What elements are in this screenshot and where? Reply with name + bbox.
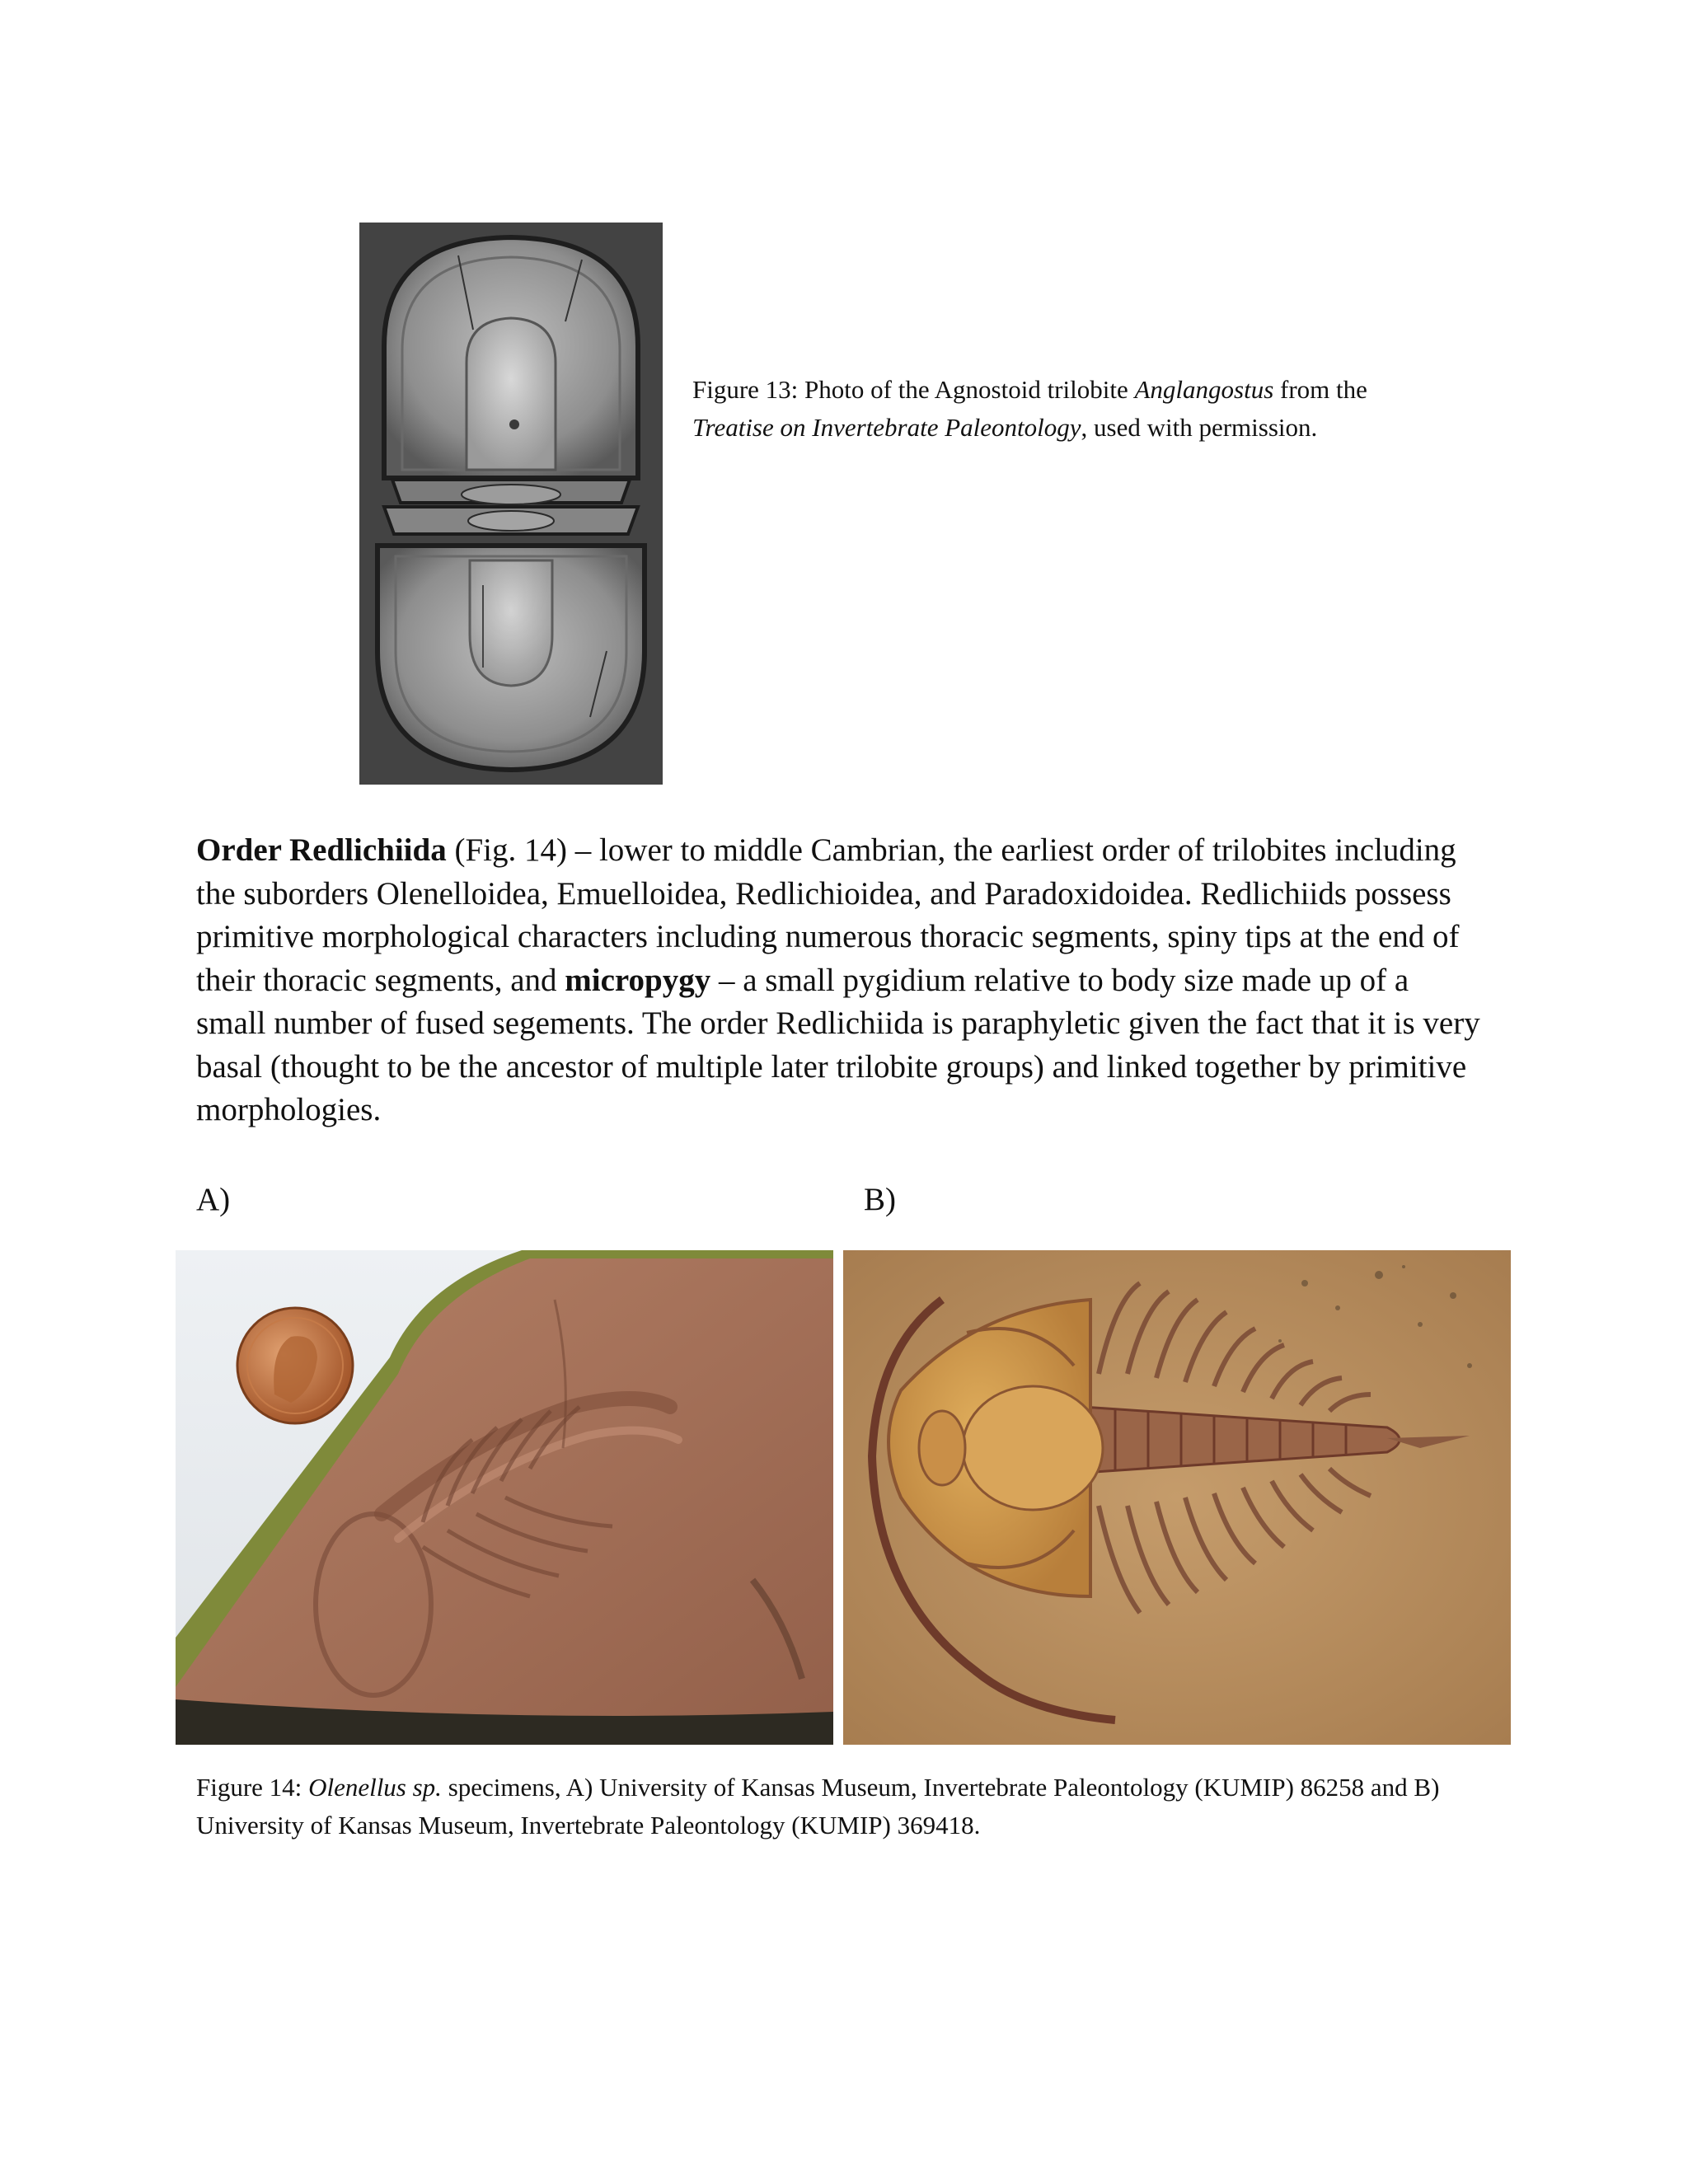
caption-source: Treatise on Invertebrate Paleontology bbox=[692, 413, 1081, 442]
caption-prefix: Figure 14: bbox=[196, 1773, 309, 1802]
olenellus-specimen-a-illustration bbox=[176, 1250, 833, 1745]
order-name: Order Redlichiida bbox=[196, 832, 447, 868]
caption-middle: from the bbox=[1273, 375, 1367, 404]
figure-14-photo-b bbox=[843, 1250, 1511, 1745]
term-micropygy: micropygy bbox=[565, 962, 711, 998]
paragraph-text-2: – a small pygidium relative to body size made up of a small number of fused segements. The order Redlichiida is paraphyletic given the fact that it is very basal (thought to be the ancestor of multiple later trilobite groups) and linked together by primitive morphologies. bbox=[196, 962, 1480, 1127]
order-redlichiida-paragraph bbox=[196, 829, 1482, 1132]
figure-13-photo bbox=[359, 223, 663, 785]
figure-14-caption bbox=[196, 1769, 1515, 1844]
figure-14-photo-a bbox=[176, 1250, 833, 1745]
panel-label-a: A) bbox=[196, 1182, 231, 1217]
penny-icon bbox=[237, 1308, 353, 1423]
agnostoid-trilobite-illustration bbox=[359, 223, 663, 785]
caption-species: Olenellus sp. bbox=[308, 1773, 442, 1802]
caption-prefix: Figure 13: Photo of the Agnostoid trilobite bbox=[692, 375, 1135, 404]
caption-text: specimens, A) University of Kansas Museum, Invertebrate Paleontology (KUMIP) 86258 and B) University of Kansas Museum, Invertebrate Paleontology (KUMIP) 369418. bbox=[196, 1773, 1440, 1840]
panel-label-b: B) bbox=[864, 1182, 896, 1217]
caption-genus: Anglangostus bbox=[1134, 375, 1274, 404]
figure-13-caption bbox=[692, 371, 1434, 447]
paragraph-text-1: (Fig. 14) – lower to middle Cambrian, the earliest order of trilobites including the suborders Olenelloidea, Emuelloidea, Redlichioidea, and Paradoxidoidea. Redlichiids possess primitive morphological characters including numerous thoracic segments, spiny tips at the end of their thoracic segments, and bbox=[196, 832, 1460, 998]
caption-suffix: , used with permission. bbox=[1081, 413, 1318, 442]
olenellus-specimen-b-illustration bbox=[843, 1250, 1511, 1745]
